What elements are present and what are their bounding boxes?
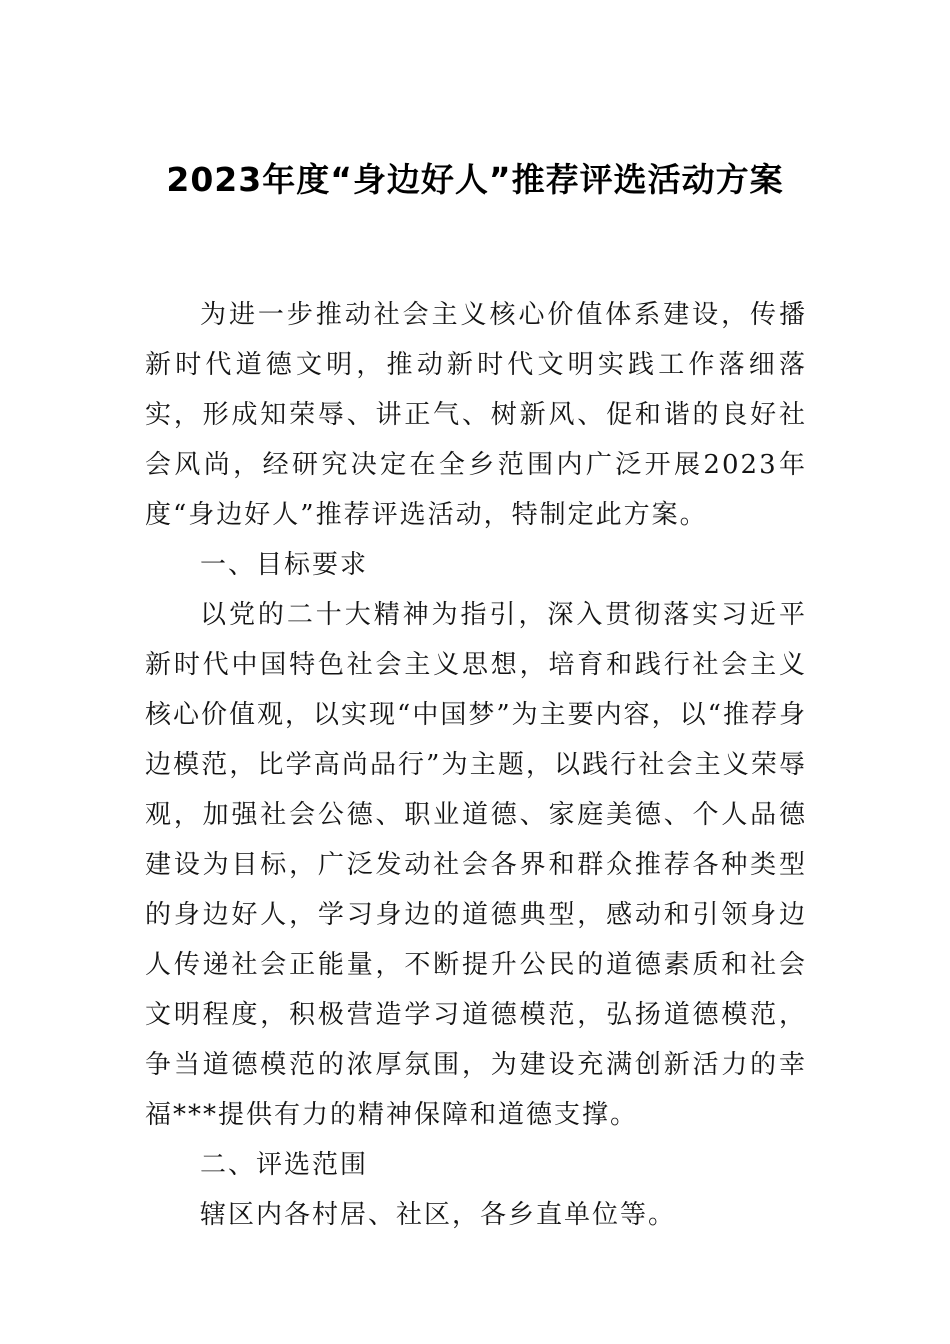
section-heading-goals: 一、目标要求 [200,550,369,580]
document-title: 2023年度“身边好人”推荐评选活动方案 [166,160,784,199]
section-body-scope: 辖区内各村居、社区，各乡直单位等。 [200,1200,677,1230]
document-body [145,290,807,1240]
section-heading-scope: 二、评选范围 [200,1150,369,1180]
intro-paragraph: 为进一步推动社会主义核心价值体系建设，传播新时代道德文明，推动新时代文明实践工作落细落实，形成知荣辱、讲正气、树新风、促和谐的良好社会风尚，经研究决定在全乡范围内广泛开展2023年度“身边好人”推荐评选活动，特制定此方案。 [145,300,807,530]
section-body-goals: 以党的二十大精神为指引，深入贯彻落实习近平新时代中国特色社会主义思想，培育和践行社会主义核心价值观，以实现“中国梦”为主要内容，以“推荐身边模范，比学高尚品行”为主题，以践行社会主义荣辱观，加强社会公德、职业道德、家庭美德、个人品德建设为目标，广泛发动社会各界和群众推荐各种类型的身边好人，学习身边的道德典型，感动和引领身边人传递社会正能量，不断提升公民的道德素质和社会文明程度，积极营造学习道德模范，弘扬道德模范，争当道德模范的浓厚氛围，为建设充满创新活力的幸福***提供有力的精神保障和道德支撑。 [145,600,807,1130]
